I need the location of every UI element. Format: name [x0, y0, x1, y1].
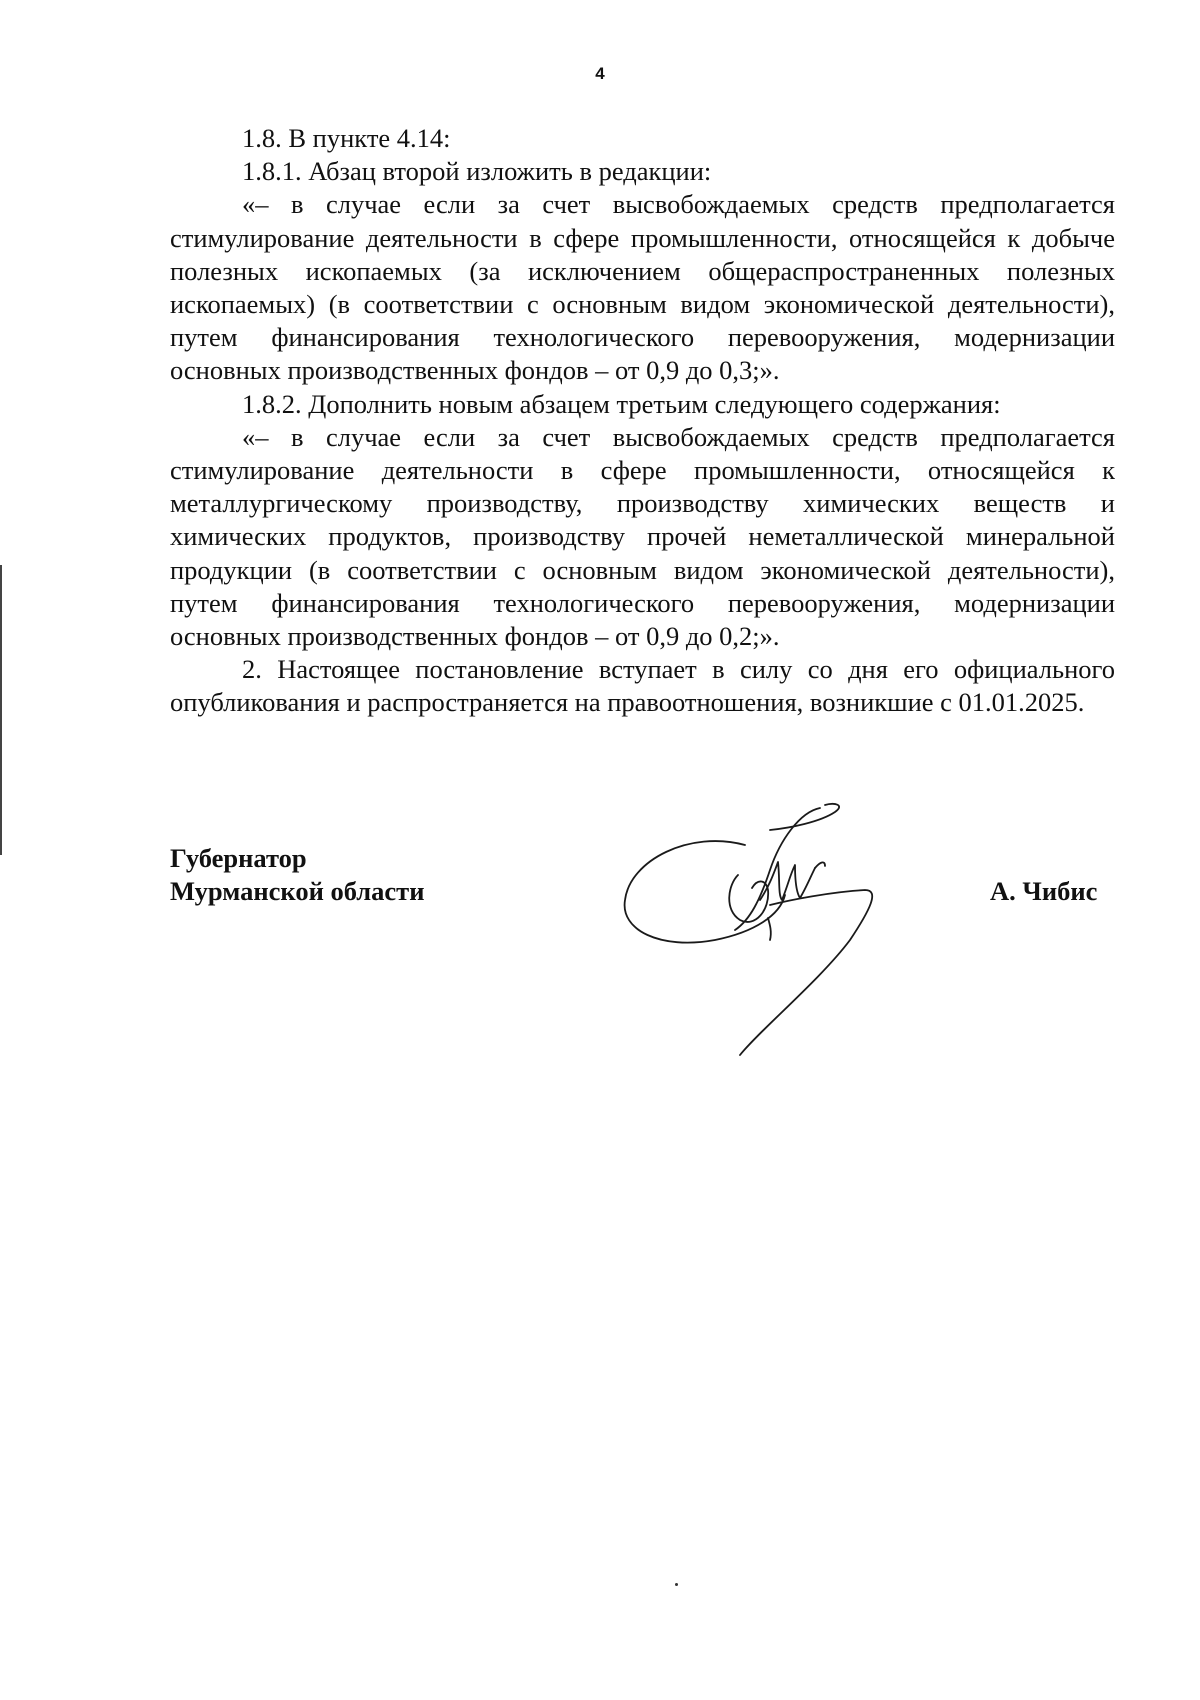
paragraph-quote-metallurgy: «– в случае если за счет высвобождаемых средств предполагается стимулирование деятельности в сфере промышленности, относящейся к металлургическому производству, производству химических веществ и химических продуктов, производству прочей неметаллической минеральной продукции (в соответствии с основным видом экономической деятельности), путем финансирования технологического перевооружения, модернизации основных производственных фондов – от 0,9 до 0,2;».	[170, 421, 1115, 652]
paragraph-1-8-1: 1.8.1. Абзац второй изложить в редакции:	[242, 156, 712, 187]
scan-dot	[675, 1583, 678, 1586]
signatory-title-line1: Губернатор	[170, 843, 307, 873]
paragraph-2-effective-date: 2. Настоящее постановление вступает в силу со дня его официального опубликования и распространяется на правоотношения, возникшие с 01.01.2025.	[170, 654, 1115, 718]
paragraph-1-8-2: 1.8.2. Дополнить новым абзацем третьим следующего содержания:	[242, 388, 1001, 419]
signatory-title-line2: Мурманской области	[170, 876, 425, 906]
document-body	[170, 122, 1115, 720]
paragraph-quote-mining: «– в случае если за счет высвобождаемых средств предполагается стимулирование деятельности в сфере промышленности, относящейся к добыче полезных ископаемых (за исключением общераспространенных полезных ископаемых) (в соответствии с основным видом экономической деятельности), путем финансирования технологического перевооружения, модернизации основных производственных фондов – от 0,9 до 0,3;».	[170, 189, 1115, 386]
page-number: 4	[595, 64, 605, 83]
signatory-name: А. Чибис	[990, 876, 1098, 906]
handwritten-signature	[620, 800, 920, 1060]
signatory-title	[170, 842, 424, 908]
paragraph-1-8: 1.8. В пункте 4.14:	[242, 123, 451, 153]
scan-edge-mark	[0, 565, 2, 855]
